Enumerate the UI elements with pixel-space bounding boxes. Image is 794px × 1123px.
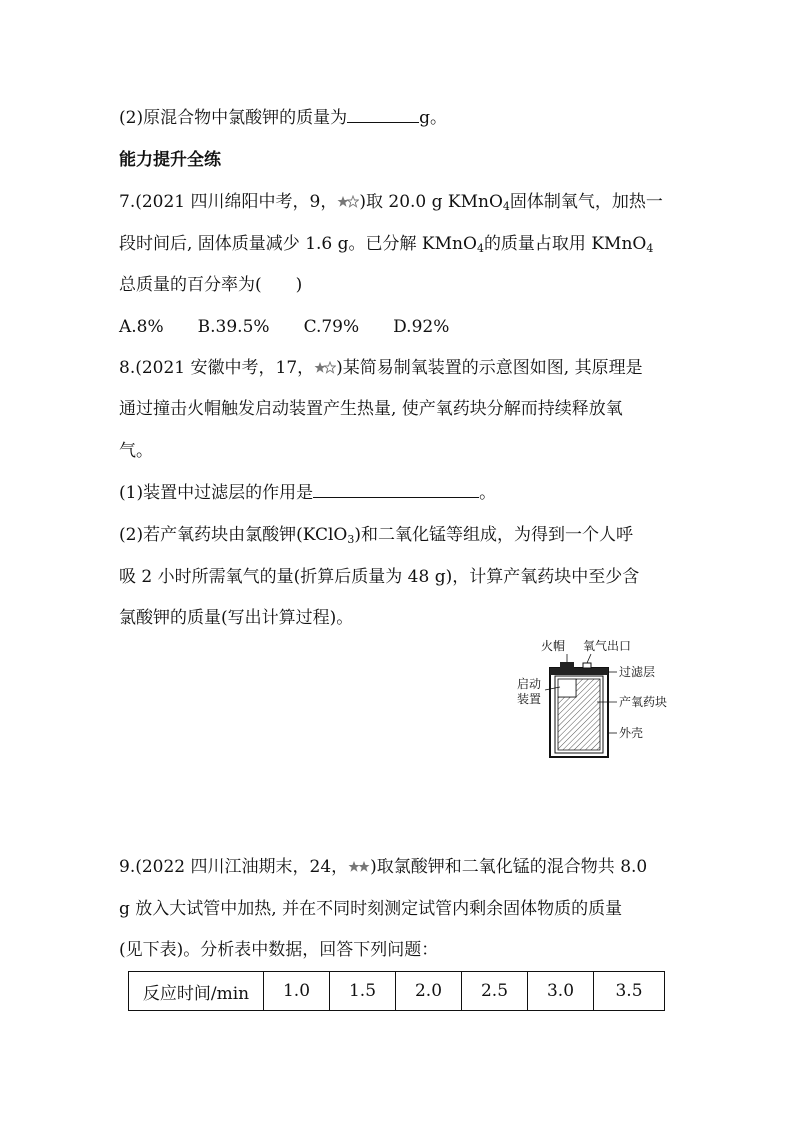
q7-options [119, 315, 483, 339]
answer-blank[interactable] [347, 106, 419, 123]
q7-text: 段时间后, 固体质量减少 1.6 g。已分解 KMnO [119, 234, 477, 254]
q6-part2-unit: g。 [419, 108, 447, 128]
q8-part2-text: (2)若产氧药块由氯酸钾(KClO [119, 525, 348, 545]
subscript: 4 [646, 242, 654, 255]
q6-part2-text: (2)原混合物中氯酸钾的质量为 [119, 108, 348, 128]
q8-part1-end: 。 [479, 483, 497, 503]
cap [560, 662, 574, 668]
q8-part2-text: )和二氧化锰等组成，为得到一个人呼 [354, 525, 633, 545]
label-start-device-1: 启动 [517, 677, 542, 691]
label-outlet: 氧气出口 [583, 639, 632, 653]
difficulty-star-icon [337, 192, 359, 216]
q9-text: )取氯酸钾和二氧化锰的混合物共 8.0 [370, 857, 648, 877]
q9-line-2: g 放入大试管中加热, 并在不同时刻测定试管内剩余固体物质的质量 [119, 899, 623, 919]
q8-part2-line-1 [119, 523, 633, 552]
subscript: 3 [347, 533, 355, 546]
table-cell: 1.5 [330, 972, 396, 1011]
option-c[interactable]: C.79% [303, 317, 360, 337]
q7-text: 固体制氧气，加热一 [509, 192, 663, 212]
q7-text: 的质量占取用 KMnO [483, 234, 647, 254]
table-cell: 2.0 [396, 972, 462, 1011]
option-d[interactable]: D.92% [393, 317, 450, 337]
q7-source: 7.(2021 四川绵阳中考，9， [119, 192, 338, 212]
table-header-cell: 反应时间/min [129, 972, 264, 1011]
q8-line-1 [119, 356, 643, 382]
q8-part2-line-2: 吸 2 小时所需氧气的量(折算后质量为 48 g)，计算产氧药块中至少含 [119, 567, 640, 587]
label-start-device-2: 装置 [517, 692, 542, 706]
q7-line-2 [119, 232, 653, 261]
option-a[interactable]: A.8% [119, 317, 164, 337]
q8-line-3: 气。 [119, 441, 153, 461]
table-cell: 3.5 [594, 972, 665, 1011]
q8-part1 [119, 481, 496, 505]
start-device [558, 679, 576, 697]
reaction-time-table [128, 971, 665, 1011]
q9-line-1 [119, 855, 647, 881]
label-cap: 火帽 [541, 639, 566, 653]
table-cell: 1.0 [264, 972, 330, 1011]
option-b[interactable]: B.39.5% [197, 317, 270, 337]
answer-blank[interactable] [313, 481, 479, 498]
oxygen-generator-diagram [505, 632, 695, 767]
q7-line-1 [119, 190, 663, 219]
section-heading: 能力提升全练 [119, 150, 221, 170]
q6-part2-line [119, 106, 447, 130]
difficulty-star-icon [348, 857, 370, 881]
difficulty-star-icon [314, 358, 336, 382]
table-cell: 2.5 [462, 972, 528, 1011]
subscript: 4 [502, 200, 510, 213]
label-filter: 过滤层 [619, 665, 656, 679]
q8-part1-text: (1)装置中过滤层的作用是 [119, 483, 314, 503]
oxygen-outlet [583, 663, 591, 668]
q9-line-3: (见下表)。分析表中数据，回答下列问题： [119, 940, 439, 960]
q8-source: 8.(2021 安徽中考，17， [119, 358, 315, 378]
subscript: 4 [476, 242, 484, 255]
q7-line-3: 总质量的百分率为( ) [119, 275, 303, 295]
q8-text: )某简易制氧装置的示意图如图, 其原理是 [336, 358, 643, 378]
label-shell: 外壳 [619, 726, 644, 740]
q7-text: )取 20.0 g KMnO [359, 192, 503, 212]
q8-line-2: 通过撞击火帽触发启动装置产生热量, 使产氧药块分解而持续释放氧 [119, 399, 623, 419]
q8-part2-line-3: 氯酸钾的质量(写出计算过程)。 [119, 608, 354, 628]
table-row [129, 972, 665, 1011]
table-cell: 3.0 [528, 972, 594, 1011]
filter-layer [550, 668, 608, 675]
label-oxygen-block: 产氧药块 [619, 695, 668, 709]
q9-source: 9.(2022 四川江油期末，24， [119, 857, 349, 877]
